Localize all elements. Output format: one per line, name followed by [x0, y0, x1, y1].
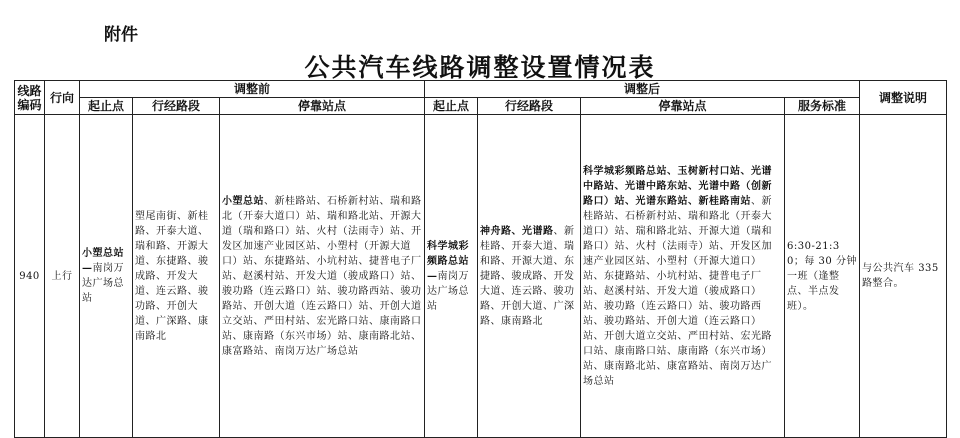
- before-stops-cell: [220, 115, 425, 438]
- before-terminals-rest: 南岗万达广场总站: [82, 263, 124, 304]
- route-code-cell: 940: [15, 115, 45, 438]
- header-direction: 行向: [45, 81, 80, 115]
- before-path-cell: 塑尾南街、新桂路、开泰大道、瑞和路、开源大道、东捷路、骏成路、开发大道、连云路、骏功路、开创大道、广深路、康南路北: [133, 115, 220, 438]
- header-after-path: 行经路段: [478, 98, 581, 115]
- after-terminals-rest: 南岗万达广场总站: [427, 270, 469, 312]
- after-stops-rest: 、新桂路站、石桥新村站、瑞和路北（开泰大道口）站、瑞和路北站、开源大道（瑞和路口）站、火村（法雨寺）站、开发区加速产业园区站、小塑村（开源大道口）站、东捷路站、小坑村站、捷普电子厂站、赵溪村站、开发大道（骏成路口）站、骏功路（连云路口）站、骏功路西站、骏功路站、开创大道（连云路口）站、开创大道立交站、严田村站、宏光路口站、康南路口站、康南路（东兴市场）站、康南路北站、康富路站、南岗万达广场总站: [583, 195, 772, 387]
- header-after: 调整后: [425, 81, 860, 98]
- header-before-path: 行经路段: [133, 98, 220, 115]
- remark-cell: 与公共汽车 335 路整合。: [860, 115, 947, 438]
- before-stops-bold: 小塑总站: [222, 195, 264, 207]
- table-row: [15, 115, 947, 438]
- route-adjustment-table: [14, 80, 947, 438]
- header-after-terminals: 起止点: [425, 98, 478, 115]
- attachment-label: 附件: [104, 25, 138, 45]
- after-path-cell: [478, 115, 581, 438]
- after-path-bold: 神舟路、光谱路: [480, 225, 554, 237]
- after-stops-cell: [581, 115, 785, 438]
- page-title: 公共汽车线路调整设置情况表: [304, 53, 656, 82]
- before-terminals-cell: [80, 115, 133, 438]
- service-cell: 6:30-21:30；每 30 分钟一班（逢整点、半点发班）。: [785, 115, 860, 438]
- before-terminals-bold: 小塑总站—: [82, 248, 124, 274]
- header-before-stops: 停靠站点: [220, 98, 425, 115]
- header-before: 调整前: [80, 81, 425, 98]
- after-terminals-cell: [425, 115, 478, 438]
- after-path-rest: 、新桂路、开泰大道、瑞和路、开源大道、东捷路、骏成路、开发大道、连云路、骏功路、开创大道、广深路、康南路北: [480, 225, 575, 327]
- before-stops-rest: 、新桂路站、石桥新村站、瑞和路北（开泰大道口）站、瑞和路北站、开源大道（瑞和路口）站、火村（法雨寺）站、开发区加速产业园区站、小塑村（开源大道口）站、东捷路站、小坑村站、捷普电子厂站、赵溪村站、开发大道（骏成路口）站、骏功路（连云路口）站、骏功路西站、骏功路站、开创大道（连云路口）站、开创大道立交站、严田村站、宏光路口站、康南路口站、康南路（东兴市场）站、康南路北站、康富路站、南岗万达广场总站: [222, 195, 422, 357]
- header-after-stops: 停靠站点: [581, 98, 785, 115]
- after-stops-bold: 科学城彩频路总站、玉树新村口站、光谱中路站、光谱中路东站、光谱中路（创新路口）站、光谱东路站、新桂路南站: [583, 165, 772, 207]
- header-before-terminals: 起止点: [80, 98, 133, 115]
- after-terminals-bold: 科学城彩频路总站—: [427, 240, 469, 282]
- header-route-code: 线路编码: [15, 81, 45, 115]
- header-service: 服务标准: [785, 98, 860, 115]
- direction-cell: 上行: [45, 115, 80, 438]
- header-remark: 调整说明: [860, 81, 947, 115]
